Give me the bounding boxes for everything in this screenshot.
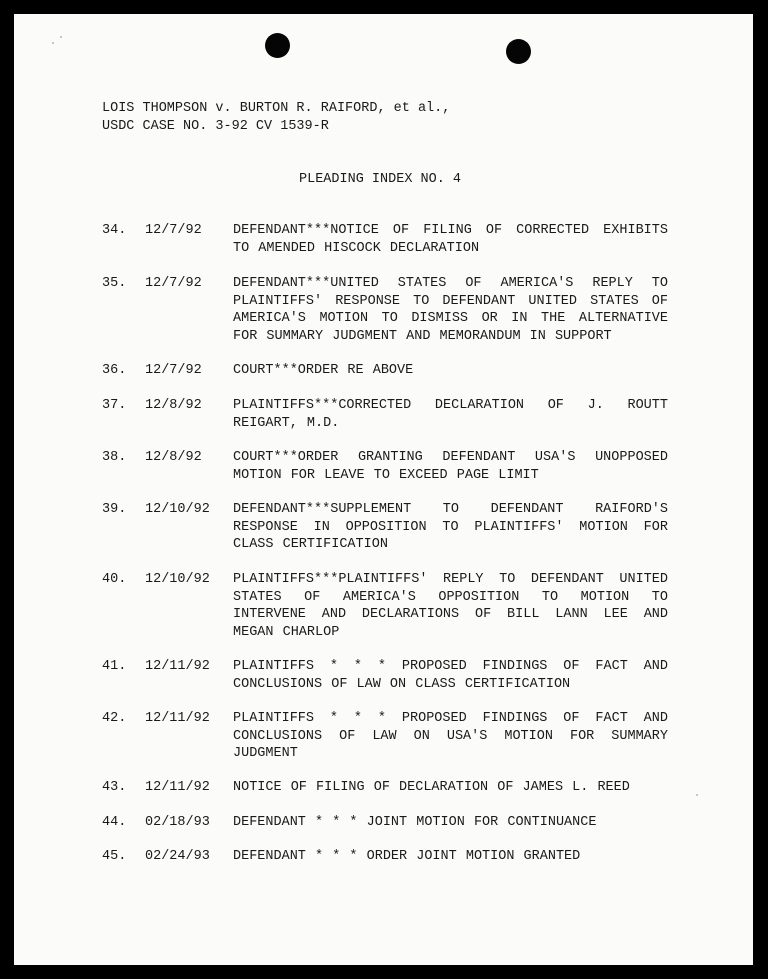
pleading-entry — [102, 222, 682, 257]
entry-date: 12/7/92 — [145, 363, 202, 378]
entry-description: PLAINTIFFS***PLAINTIFFS' REPLY TO DEFENDANT UNITED STATES OF AMERICA'S OPPOSITION TO MOTION TO INTERVENE AND DECLARATIONS OF BILL LANN LEE AND MEGAN CHARLOP — [233, 572, 668, 640]
entry-description: COURT***ORDER RE ABOVE — [233, 363, 414, 378]
pleading-entry — [102, 779, 682, 797]
entry-number: 37. — [102, 398, 127, 413]
pleading-entry — [102, 275, 682, 345]
entry-description: DEFENDANT***NOTICE OF FILING OF CORRECTED EXHIBITS TO AMENDED HISCOCK DECLARATION — [233, 223, 668, 256]
case-caption — [102, 100, 450, 136]
entry-number: 43. — [102, 780, 127, 795]
entry-description: DEFENDANT * * * JOINT MOTION FOR CONTINUANCE — [233, 815, 597, 830]
case-parties: LOIS THOMPSON v. BURTON R. RAIFORD, et al., — [102, 101, 451, 116]
case-number: USDC CASE NO. 3-92 CV 1539-R — [102, 119, 329, 134]
pleading-entry — [102, 362, 682, 380]
entry-number: 35. — [102, 276, 127, 291]
entry-date: 12/8/92 — [145, 450, 202, 465]
entry-date: 12/11/92 — [145, 659, 210, 674]
entry-number: 41. — [102, 659, 127, 674]
pleading-entry — [102, 658, 682, 693]
entry-date: 12/7/92 — [145, 276, 202, 291]
entry-description: PLAINTIFFS * * * PROPOSED FINDINGS OF FACT AND CONCLUSIONS OF LAW ON USA'S MOTION FOR SUMMARY JUDGMENT — [233, 711, 668, 761]
punch-hole-right — [506, 39, 531, 64]
entry-description: DEFENDANT***SUPPLEMENT TO DEFENDANT RAIFORD'S RESPONSE IN OPPOSITION TO PLAINTIFFS' MOTION FOR CLASS CERTIFICATION — [233, 502, 668, 552]
pleading-index-title: PLEADING INDEX NO. 4 — [299, 172, 462, 187]
pleading-entry — [102, 848, 682, 866]
scan-speck — [696, 794, 698, 796]
entry-date: 12/8/92 — [145, 398, 202, 413]
entry-number: 34. — [102, 223, 127, 238]
entry-date: 12/10/92 — [145, 502, 210, 517]
entry-number: 42. — [102, 711, 127, 726]
document-page — [14, 14, 753, 965]
entry-description: PLAINTIFFS * * * PROPOSED FINDINGS OF FACT AND CONCLUSIONS OF LAW ON CLASS CERTIFICATION — [233, 659, 668, 692]
entry-number: 45. — [102, 849, 127, 864]
entry-description: COURT***ORDER GRANTING DEFENDANT USA'S UNOPPOSED MOTION FOR LEAVE TO EXCEED PAGE LIMIT — [233, 450, 668, 483]
entry-number: 38. — [102, 450, 127, 465]
entry-description: DEFENDANT * * * ORDER JOINT MOTION GRANTED — [233, 849, 581, 864]
scan-speck — [52, 42, 54, 44]
entry-number: 40. — [102, 572, 127, 587]
entry-date: 12/11/92 — [145, 711, 210, 726]
pleading-entry — [102, 501, 682, 554]
entry-description: PLAINTIFFS***CORRECTED DECLARATION OF J. ROUTT REIGART, M.D. — [233, 398, 668, 431]
entry-date: 02/24/93 — [145, 849, 210, 864]
pleading-entry — [102, 449, 682, 484]
entry-number: 39. — [102, 502, 127, 517]
entry-description: DEFENDANT***UNITED STATES OF AMERICA'S REPLY TO PLAINTIFFS' RESPONSE TO DEFENDANT UNITED STATES OF AMERICA'S MOTION TO DISMISS OR IN THE ALTERNATIVE FOR SUMMARY JUDGMENT AND MEMORANDUM IN SUPPORT — [233, 276, 668, 344]
entry-date: 12/10/92 — [145, 572, 210, 587]
scan-speck — [60, 36, 62, 38]
pleading-entry — [102, 397, 682, 432]
entry-number: 36. — [102, 363, 127, 378]
entry-description: NOTICE OF FILING OF DECLARATION OF JAMES L. REED — [233, 780, 630, 795]
entry-date: 12/7/92 — [145, 223, 202, 238]
punch-hole-left — [265, 33, 290, 58]
pleading-entry — [102, 814, 682, 832]
pleading-entry — [102, 710, 682, 763]
entry-date: 12/11/92 — [145, 780, 210, 795]
entry-date: 02/18/93 — [145, 815, 210, 830]
entry-number: 44. — [102, 815, 127, 830]
pleading-entry — [102, 571, 682, 641]
